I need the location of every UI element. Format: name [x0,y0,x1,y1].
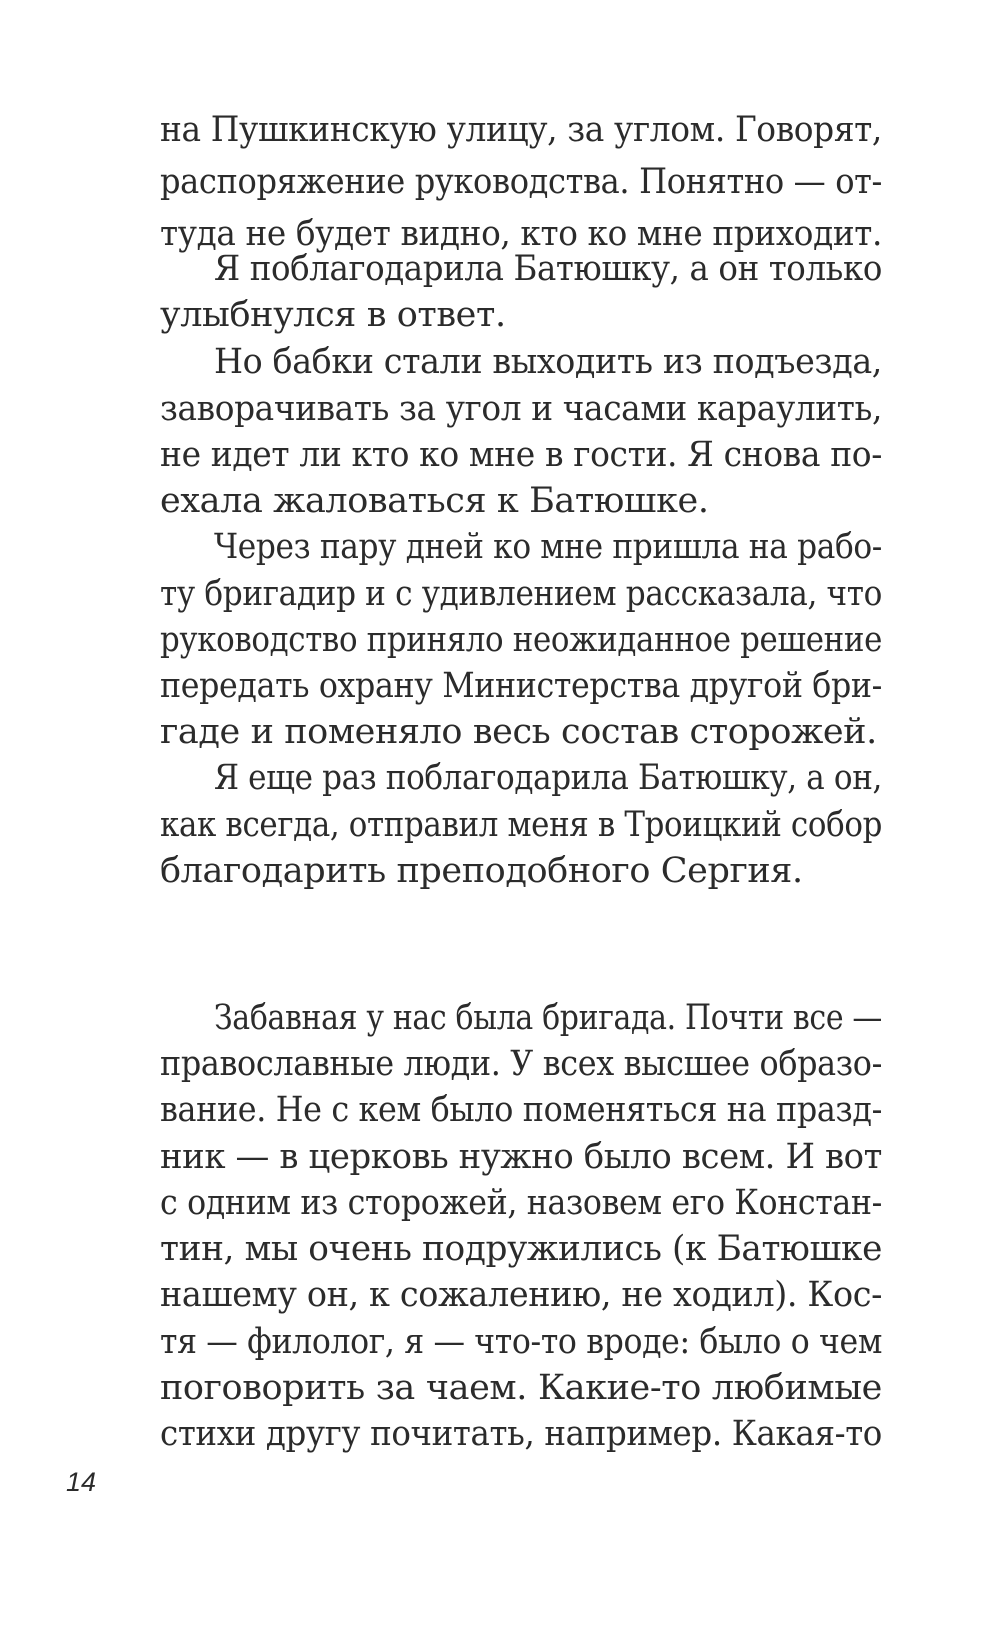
text-line: с одним из сторожей, назовем его Констан- [160,1183,882,1223]
text-line: Я поблагодарила Батюшку, а он только [214,249,882,289]
text-line: туда не будет видно, кто ко мне приходит. [160,214,882,254]
page-number: 14 [66,1467,97,1497]
text-line: распоряжение руководства. Понятно — от- [160,162,882,202]
text-line: Но бабки стали выходить из подъезда, [214,342,882,382]
text-line: поговорить за чаем. Какие-то любимые [160,1368,882,1408]
text-line: православные люди. У всех высшее образо- [160,1044,882,1084]
text-line: улыбнулся в ответ. [160,295,506,335]
text-line: не идет ли кто ко мне в гости. Я снова по- [160,435,882,475]
text-line: как всегда, отправил меня в Троицкий собор [160,805,882,845]
text-line: гаде и поменяло весь состав сторожей. [160,712,877,752]
text-line: на Пушкинскую улицу, за углом. Говорят, [160,110,882,150]
text-line: передать охрану Министерства другой бри- [160,666,882,706]
text-line: Забавная у нас была бригада. Почти все — [214,998,882,1038]
text-line: заворачивать за угол и часами караулить, [160,389,882,429]
text-line: руководство приняло неожиданное решение [160,620,882,660]
text-line: ник — в церковь нужно было всем. И вот [160,1137,882,1177]
text-line: тя — филолог, я — что-то вроде: было о чем [160,1322,882,1362]
text-line: тин, мы очень подружились (к Батюшке [160,1229,882,1269]
text-line: Через пару дней ко мне пришла на рабо- [214,527,882,567]
text-line: стихи другу почитать, например. Какая-то [160,1414,882,1454]
text-line: Я еще раз поблагодарила Батюшку, а он, [214,758,882,798]
text-line: благодарить преподобного Сергия. [160,851,803,891]
text-line: ту бригадир и с удивлением рассказала, что [160,574,882,614]
text-line: нашему он, к сожалению, не ходил). Кос- [160,1275,882,1315]
text-line: ехала жаловаться к Батюшке. [160,481,709,521]
text-line: вание. Не с кем было поменяться на празд- [160,1090,882,1130]
